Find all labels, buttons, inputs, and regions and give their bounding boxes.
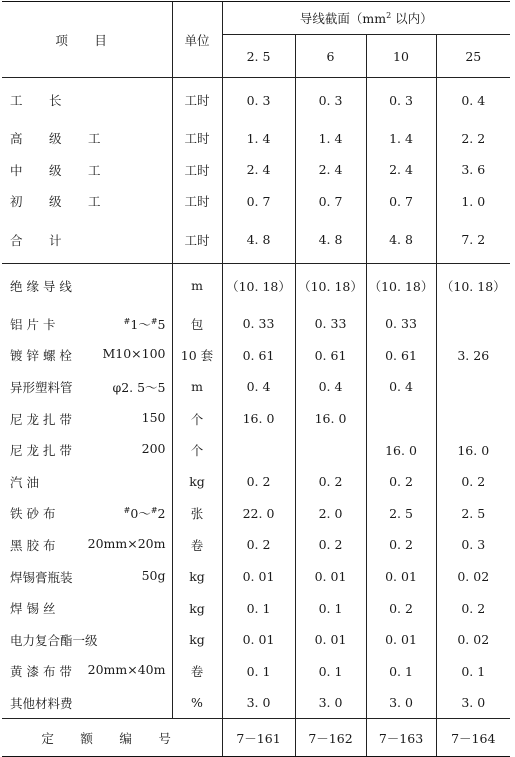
material-unit: kg <box>172 561 222 593</box>
footer-code: 7－161 <box>222 719 295 757</box>
labor-value: 1. 4 <box>295 123 366 155</box>
material-value: （10. 18） <box>436 263 510 308</box>
material-value: 0. 01 <box>366 624 436 656</box>
material-value <box>366 403 436 435</box>
material-name-cell <box>2 687 172 719</box>
material-name-cell <box>2 434 172 466</box>
material-value: 0. 1 <box>295 656 366 688</box>
material-name: 汽 油 <box>10 474 39 490</box>
material-value: （10. 18） <box>295 263 366 308</box>
material-value: 0. 2 <box>436 592 510 624</box>
material-name-wrap <box>2 346 172 364</box>
labor-value: 2. 4 <box>222 154 295 186</box>
material-value: 0. 1 <box>222 656 295 688</box>
labor-name: 高 级 工 <box>10 131 112 147</box>
footer-code: 7－163 <box>366 719 436 757</box>
material-unit: m <box>172 263 222 308</box>
material-value: 0. 61 <box>366 340 436 372</box>
labor-value: 1. 0 <box>436 186 510 218</box>
labor-unit: 工时 <box>172 78 222 123</box>
material-value: 16. 0 <box>366 434 436 466</box>
material-unit: % <box>172 687 222 719</box>
material-value <box>436 403 510 435</box>
material-unit: 卷 <box>172 529 222 561</box>
material-value: 3. 0 <box>295 687 366 719</box>
labor-value: 4. 8 <box>366 217 436 263</box>
material-name-cell <box>2 561 172 593</box>
labor-value: 2. 2 <box>436 123 510 155</box>
header-item: 项 目 <box>2 2 172 78</box>
material-row <box>2 434 510 466</box>
material-name-cell <box>2 371 172 403</box>
material-value: 0. 1 <box>366 656 436 688</box>
material-unit: 包 <box>172 308 222 340</box>
labor-value: 2. 4 <box>366 154 436 186</box>
labor-unit: 工时 <box>172 123 222 155</box>
material-value: 2. 0 <box>295 498 366 530</box>
material-value <box>222 434 295 466</box>
header-row-1 <box>2 2 510 35</box>
labor-value: 0. 3 <box>295 78 366 123</box>
material-name-wrap <box>2 504 172 522</box>
labor-name: 工 长 <box>10 93 73 109</box>
material-name: 异形塑料管 <box>10 379 73 395</box>
header-size-1: 2. 5 <box>222 35 295 78</box>
material-name-wrap <box>2 410 172 428</box>
material-name-wrap <box>2 694 172 712</box>
material-name: 尼 龙 扎 带 <box>10 411 72 427</box>
material-value: 2. 5 <box>436 498 510 530</box>
material-value: 0. 2 <box>366 529 436 561</box>
header-section-sup: 2 <box>386 10 392 20</box>
material-unit: kg <box>172 592 222 624</box>
footer-code: 7－162 <box>295 719 366 757</box>
labor-unit: 工时 <box>172 217 222 263</box>
material-row <box>2 656 510 688</box>
labor-value: 0. 7 <box>366 186 436 218</box>
material-value: 0. 2 <box>222 466 295 498</box>
material-row <box>2 371 510 403</box>
material-name: 焊 锡 丝 <box>10 601 56 617</box>
labor-value: 1. 4 <box>222 123 295 155</box>
material-row <box>2 529 510 561</box>
quota-table-body <box>2 2 510 757</box>
material-value: 0. 4 <box>295 371 366 403</box>
material-row <box>2 340 510 372</box>
header-size-3: 10 <box>366 35 436 78</box>
material-row <box>2 403 510 435</box>
material-name: 绝 缘 导 线 <box>10 278 72 294</box>
labor-value: 1. 4 <box>366 123 436 155</box>
material-value: 0. 33 <box>295 308 366 340</box>
material-value: 0. 2 <box>295 529 366 561</box>
labor-value: 4. 8 <box>295 217 366 263</box>
material-name-wrap <box>2 568 172 586</box>
material-unit: 个 <box>172 434 222 466</box>
material-name-wrap <box>2 441 172 459</box>
header-section-pre: 导线截面（mm <box>299 11 387 26</box>
material-spec: 150 <box>141 409 166 425</box>
header-size-2: 6 <box>295 35 366 78</box>
labor-value: 3. 6 <box>436 154 510 186</box>
material-row <box>2 308 510 340</box>
material-name-wrap <box>2 315 172 333</box>
material-value: 3. 0 <box>436 687 510 719</box>
material-value: 0. 33 <box>222 308 295 340</box>
material-name-wrap <box>2 473 172 491</box>
footer-code: 7－164 <box>436 719 510 757</box>
labor-row <box>2 154 510 186</box>
material-value: 0. 4 <box>366 371 436 403</box>
material-spec: 20mm×40m <box>87 662 166 678</box>
labor-unit: 工时 <box>172 154 222 186</box>
material-value: 3. 0 <box>222 687 295 719</box>
material-name-cell <box>2 263 172 308</box>
material-unit: 10 套 <box>172 340 222 372</box>
material-name-wrap <box>2 662 172 680</box>
material-value: 0. 01 <box>295 561 366 593</box>
material-name: 铝 片 卡 <box>10 316 56 332</box>
material-name-wrap <box>2 599 172 617</box>
material-value: 0. 3 <box>436 529 510 561</box>
material-name-cell <box>2 498 172 530</box>
material-unit: kg <box>172 624 222 656</box>
material-value: 0. 2 <box>295 466 366 498</box>
material-name-cell <box>2 529 172 561</box>
header-unit: 单位 <box>172 2 222 78</box>
material-value <box>295 434 366 466</box>
material-row <box>2 466 510 498</box>
material-name: 尼 龙 扎 带 <box>10 443 72 459</box>
material-name-cell <box>2 308 172 340</box>
material-name-wrap <box>2 378 172 396</box>
material-name-cell <box>2 340 172 372</box>
material-row <box>2 592 510 624</box>
labor-name: 初 级 工 <box>10 194 112 210</box>
material-name-wrap <box>2 277 172 295</box>
material-unit: 张 <box>172 498 222 530</box>
material-name: 焊锡膏瓶装 <box>10 569 73 585</box>
material-value: 16. 0 <box>222 403 295 435</box>
material-value: 0. 2 <box>366 592 436 624</box>
material-name-cell <box>2 403 172 435</box>
material-name: 镀 锌 螺 栓 <box>10 348 72 364</box>
labor-name: 中 级 工 <box>10 162 112 178</box>
material-spec: #1～#5 <box>123 316 166 332</box>
material-value: 2. 5 <box>366 498 436 530</box>
material-spec: M10×100 <box>102 346 166 362</box>
material-value: 0. 01 <box>222 561 295 593</box>
labor-unit: 工时 <box>172 186 222 218</box>
labor-name: 合 计 <box>2 217 172 263</box>
material-unit: 个 <box>172 403 222 435</box>
material-value: 0. 02 <box>436 624 510 656</box>
labor-row <box>2 217 510 263</box>
material-spec: φ2. 5～5 <box>112 379 166 395</box>
material-name: 黄 漆 布 带 <box>10 664 72 680</box>
material-value: 0. 4 <box>222 371 295 403</box>
material-value: 0. 2 <box>222 529 295 561</box>
material-value: 22. 0 <box>222 498 295 530</box>
material-value: 0. 61 <box>295 340 366 372</box>
labor-row <box>2 78 510 123</box>
quota-table <box>2 1 510 757</box>
footer-label: 定 额 编 号 <box>2 719 222 757</box>
material-unit: m <box>172 371 222 403</box>
material-value: 0. 01 <box>366 561 436 593</box>
material-value <box>436 308 510 340</box>
labor-value: 0. 7 <box>295 186 366 218</box>
material-name: 电力复合酯一级 <box>10 632 98 648</box>
header-section-post: 以内） <box>391 11 433 26</box>
material-value: 16. 0 <box>295 403 366 435</box>
material-spec: 200 <box>141 441 166 457</box>
footer-row <box>2 719 510 757</box>
labor-row <box>2 186 510 218</box>
material-name-cell <box>2 656 172 688</box>
material-name-wrap <box>2 536 172 554</box>
header-size-4: 25 <box>436 35 510 78</box>
material-value: 0. 1 <box>436 656 510 688</box>
material-spec: 50g <box>141 567 166 583</box>
material-value: 3. 26 <box>436 340 510 372</box>
labor-value: 0. 4 <box>436 78 510 123</box>
material-name: 铁 砂 布 <box>10 506 56 522</box>
material-row <box>2 498 510 530</box>
material-name-cell <box>2 466 172 498</box>
material-value: 0. 02 <box>436 561 510 593</box>
material-value: 3. 0 <box>366 687 436 719</box>
material-name-cell <box>2 592 172 624</box>
material-value <box>436 371 510 403</box>
labor-value: 4. 8 <box>222 217 295 263</box>
labor-row <box>2 123 510 155</box>
labor-value: 0. 7 <box>222 186 295 218</box>
material-value: 0. 01 <box>295 624 366 656</box>
material-value: 0. 33 <box>366 308 436 340</box>
material-spec: #0～#2 <box>123 506 166 522</box>
material-value: 0. 1 <box>222 592 295 624</box>
material-value: 0. 01 <box>222 624 295 656</box>
material-value: 0. 2 <box>366 466 436 498</box>
header-section-title <box>222 2 510 35</box>
material-value: （10. 18） <box>222 263 295 308</box>
material-unit: kg <box>172 466 222 498</box>
material-unit: 卷 <box>172 656 222 688</box>
material-row <box>2 687 510 719</box>
labor-value: 2. 4 <box>295 154 366 186</box>
material-value: 0. 2 <box>436 466 510 498</box>
material-name-wrap <box>2 631 172 649</box>
material-spec: 20mm×20m <box>87 535 166 551</box>
material-name: 黑 胶 布 <box>10 537 56 553</box>
material-value: （10. 18） <box>366 263 436 308</box>
material-row <box>2 263 510 308</box>
labor-value: 0. 3 <box>366 78 436 123</box>
material-name-cell <box>2 624 172 656</box>
labor-value: 0. 3 <box>222 78 295 123</box>
material-value: 0. 61 <box>222 340 295 372</box>
labor-value: 7. 2 <box>436 217 510 263</box>
material-name: 其他材料费 <box>10 695 73 711</box>
material-row <box>2 624 510 656</box>
material-value: 0. 1 <box>295 592 366 624</box>
material-row <box>2 561 510 593</box>
material-value: 16. 0 <box>436 434 510 466</box>
